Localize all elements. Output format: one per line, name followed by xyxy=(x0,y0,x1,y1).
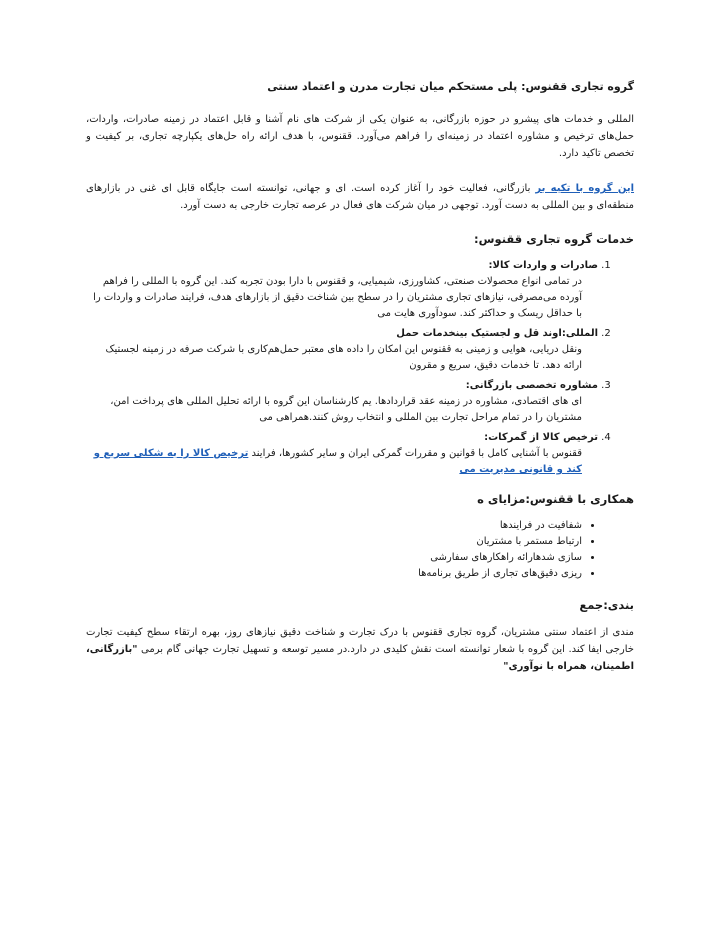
service-body: در تمامی انواع محصولات صنعتی، کشاورزی، شیمیایی، و ققنوس با دارا بودن تجربه کند. این گروه با المللی را فراهم آورده می‌مصرفی، نیازهای تجاری مشتریان را در سطح بین شناخت دقیق از بازارهای هدف، فرایند صادرات و واردات را با حداقل ریسک و حداکثر کند. سودآوری هایت می xyxy=(93,276,582,319)
feature-item: • شفافیت در فرایندها xyxy=(86,518,582,534)
slogan-quote: "بازرگانی، اطمینان، همراه با نوآوری" xyxy=(86,644,634,672)
intro-paragraph-2 xyxy=(86,180,634,214)
feature-item: • سازی شدهارائه راهکارهای سفارشی xyxy=(86,550,582,566)
intro-text-2b: بازرگانی، فعالیت خود را آغاز کرده است. ای و جهانی، توانسته است جایگاه قابل ای غنی در بازارهای منطقه‌ای و بین المللی به دست آورد. توجهی در میان شرکت های فعال در عرصه تجارت خارجی به دست آورد. xyxy=(86,183,634,211)
service-title: 3. مشاوره تخصصی بازرگانی: xyxy=(465,380,598,391)
features-list xyxy=(86,518,634,582)
conclusion-paragraph xyxy=(86,624,634,675)
intro-paragraph xyxy=(86,111,634,162)
features-heading: همکاری با ققنوس:مزایای ه xyxy=(477,492,634,506)
service-title: 4. ترخیص کالا از گمرکات: xyxy=(484,432,598,443)
customs-link[interactable]: ترخیص کالا را به شکلی سریع و کند و قانونی مدیریت می xyxy=(93,448,582,475)
service-body xyxy=(86,446,598,478)
intro-link[interactable]: این گروه با تکیه بر xyxy=(535,183,635,194)
intro-text: المللی و خدمات های پیشرو در حوزه بازرگانی، به عنوان یکی از شرکت های نام آشنا و قابل اعتماد در زمینه صادرات، واردات، حمل‌های ترخیص و مشاوره اعتماد در زمینه‌ای را فراهم می‌آورد. ققنوس، با هدف ارائه راه حل‌های یکپارچه تجاری، بر کیفیت و تخصص تاکید دارد. xyxy=(86,114,634,159)
service-body: ونقل دریایی، هوایی و زمینی به ققنوس این امکان را داده های معتبر حمل‌هم‌کاری با شرکت صرفه در زمینه لجستیک ارائه دهد. تا خدمات دقیق، سریع و مقرون xyxy=(105,344,582,371)
service-item xyxy=(86,326,598,374)
feature-item: • ارتباط مستمر با مشتریان xyxy=(86,534,582,550)
service-body: ای های اقتصادی، مشاوره در زمینه عقد قراردادها. یم کارشناسان این گروه با ارائه تحلیل المللی های پرداخت امن، مشتریان را در تمام مراحل تجارت بین المللی و انتخاب روش کنند.همراهی می xyxy=(110,396,582,423)
conclusion-text: مندی از اعتماد سنتی مشتریان، گروه تجاری ققنوس با درک تجارت و شناخت دقیق نیازهای روز، بهره ارتقاء سطح کیفیت تجارت خارجی ایفا کند. این گروه با شعار توانسته است نقش کلیدی در دارد.در مسیر توسعه و تسهیل تجارت جهانی گام برمی xyxy=(86,627,634,655)
service-item xyxy=(86,378,598,426)
services-heading: خدمات گروه تجاری ققنوس: xyxy=(474,232,634,246)
feature-item: • ریزی دقیق‌های تجاری از طریق برنامه‌ها xyxy=(86,566,582,582)
service-item xyxy=(86,430,598,478)
service-item xyxy=(86,258,598,322)
services-list xyxy=(86,258,634,478)
document-title: گروه تجاری ققنوس: پلی مستحکم میان تجارت مدرن و اعتماد سنتی xyxy=(267,80,634,93)
conclusion-heading: بندی:جمع xyxy=(579,598,634,612)
service-title: 2. المللی:اوند قل و لجستیک بینخدمات حمل xyxy=(396,328,598,339)
service-body-text: ققنوس با آشنایی کامل با قوانین و مقررات گمرکی ایران و سایر کشورها، فرایند xyxy=(251,448,582,459)
service-title: 1. صادرات و واردات کالا: xyxy=(488,260,598,271)
